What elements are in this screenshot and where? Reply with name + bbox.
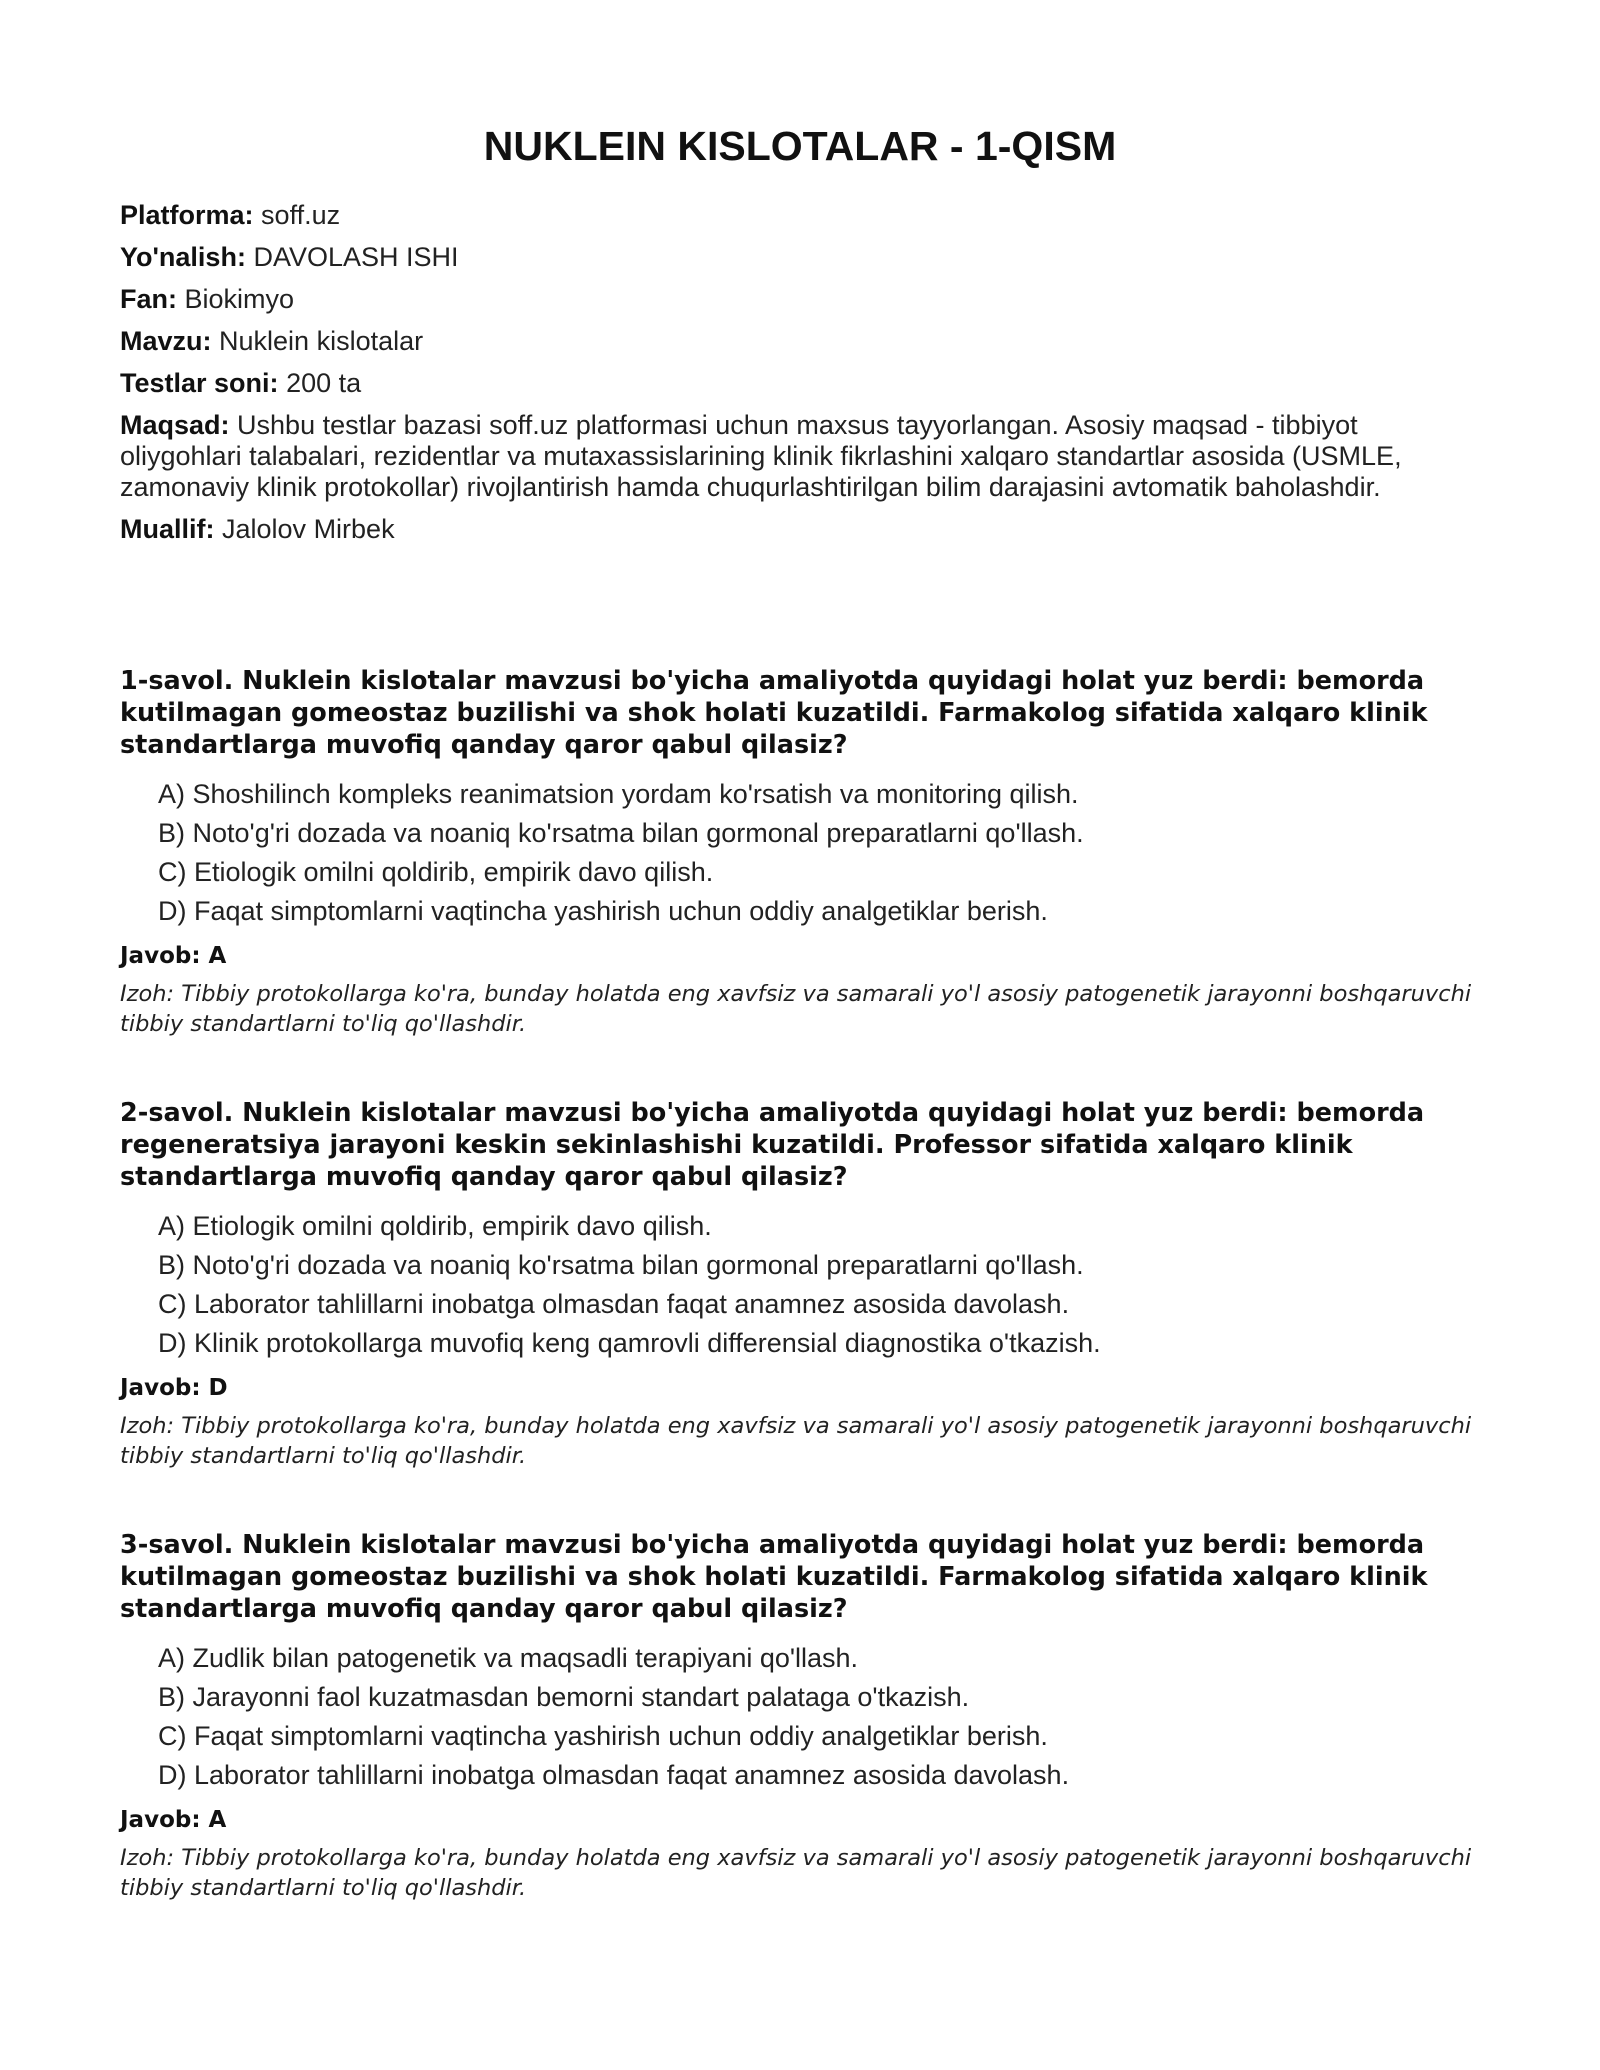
meta-label: Yo'nalish:	[120, 242, 246, 272]
meta-label: Testlar soni:	[120, 368, 279, 398]
options-list	[120, 1639, 1490, 1795]
meta-subject	[120, 284, 1480, 315]
option-b: B) Noto'g'ri dozada va noaniq ko'rsatma bilan gormonal preparatlarni qo'llash.	[158, 818, 1084, 848]
option-d: D) Laborator tahlillarni inobatga olmasdan faqat anamnez asosida davolash.	[158, 1760, 1070, 1790]
meta-topic	[120, 326, 1480, 357]
explanation-note: Izoh: Tibbiy protokollarga ko'ra, bunday holatda eng xavfsiz va samarali yo'l asosiy patogenetik jarayonni boshqaruvchi tibbiy standartlarni to'liq qo'llashdir.	[120, 1413, 1472, 1469]
question-text: 2-savol. Nuklein kislotalar mavzusi bo'yicha amaliyotda quyidagi holat yuz berdi: bemorda regeneratsiya jarayoni keskin sekinlashishi kuzatildi. Professor sifatida xalqaro klinik standartlarga muvofiq qanday qaror qabul qilasiz?	[120, 1098, 1425, 1192]
option-b: B) Noto'g'ri dozada va noaniq ko'rsatma bilan gormonal preparatlarni qo'llash.	[158, 1250, 1084, 1280]
explanation-note: Izoh: Tibbiy protokollarga ko'ra, bunday holatda eng xavfsiz va samarali yo'l asosiy patogenetik jarayonni boshqaruvchi tibbiy standartlarni to'liq qo'llashdir.	[120, 1845, 1472, 1901]
meta-label: Platforma:	[120, 200, 254, 230]
meta-label: Muallif:	[120, 514, 215, 544]
answer-label: Javob: D	[120, 1375, 228, 1401]
document-title: NUKLEIN KISLOTALAR - 1-QISM	[483, 123, 1117, 169]
question-item	[120, 665, 1490, 1039]
meta-value: Nuklein kislotalar	[219, 326, 424, 356]
question-text: 3-savol. Nuklein kislotalar mavzusi bo'yicha amaliyotda quyidagi holat yuz berdi: bemorda kutilmagan gomeostaz buzilishi va shok holati kuzatildi. Farmakolog sifatida xalqaro klinik standartlarga muvofiq qanday qaror qabul qilasiz?	[120, 1530, 1428, 1624]
meta-label: Fan:	[120, 284, 177, 314]
option-d: D) Klinik protokollarga muvofiq keng qamrovli differensial diagnostika o'tkazish.	[158, 1328, 1101, 1358]
option-a: A) Shoshilinch kompleks reanimatsion yordam ko'rsatish va monitoring qilish.	[158, 779, 1079, 809]
meta-value: 200 ta	[286, 368, 362, 398]
metadata-block	[120, 200, 1480, 556]
meta-purpose	[120, 410, 1480, 503]
option-a: A) Etiologik omilni qoldirib, empirik davo qilish.	[158, 1211, 712, 1241]
meta-test-count	[120, 368, 1480, 399]
options-list	[120, 775, 1490, 931]
meta-value: Biokimyo	[184, 284, 295, 314]
meta-platform	[120, 200, 1480, 231]
option-b: B) Jarayonni faol kuzatmasdan bemorni standart palataga o'tkazish.	[158, 1682, 970, 1712]
question-item	[120, 1529, 1490, 1903]
answer-label: Javob: A	[120, 1807, 227, 1833]
meta-value: Ushbu testlar bazasi soff.uz platformasi uchun maxsus tayyorlangan. Asosiy maqsad - tibbiyot oliygohlari talabalari, rezidentlar va mutaxassislarining klinik fikrlashini xalqaro standartlar asosida (USMLE, zamonaviy klinik protokollar) rivojlantirish hamda chuqurlashtirilgan bilim darajasini avtomatik baholashdir.	[120, 410, 1402, 502]
options-list	[120, 1207, 1490, 1363]
meta-value: soff.uz	[261, 200, 341, 230]
meta-value: DAVOLASH ISHI	[253, 242, 459, 272]
option-d: D) Faqat simptomlarni vaqtincha yashirish uchun oddiy analgetiklar berish.	[158, 896, 1048, 926]
explanation-note: Izoh: Tibbiy protokollarga ko'ra, bunday holatda eng xavfsiz va samarali yo'l asosiy patogenetik jarayonni boshqaruvchi tibbiy standartlarni to'liq qo'llashdir.	[120, 981, 1472, 1037]
option-c: C) Etiologik omilni qoldirib, empirik davo qilish.	[158, 857, 714, 887]
questions-list	[120, 665, 1490, 1961]
option-a: A) Zudlik bilan patogenetik va maqsadli terapiyani qo'llash.	[158, 1643, 859, 1673]
question-item	[120, 1097, 1490, 1471]
meta-direction	[120, 242, 1480, 273]
option-c: C) Faqat simptomlarni vaqtincha yashirish uchun oddiy analgetiklar berish.	[158, 1721, 1048, 1751]
question-text: 1-savol. Nuklein kislotalar mavzusi bo'yicha amaliyotda quyidagi holat yuz berdi: bemorda kutilmagan gomeostaz buzilishi va shok holati kuzatildi. Farmakolog sifatida xalqaro klinik standartlarga muvofiq qanday qaror qabul qilasiz?	[120, 666, 1428, 760]
meta-label: Mavzu:	[120, 326, 212, 356]
option-c: C) Laborator tahlillarni inobatga olmasdan faqat anamnez asosida davolash.	[158, 1289, 1070, 1319]
answer-label: Javob: A	[120, 943, 227, 969]
meta-label: Maqsad:	[120, 410, 230, 440]
meta-author	[120, 514, 1480, 545]
meta-value: Jalolov Mirbek	[222, 514, 395, 544]
